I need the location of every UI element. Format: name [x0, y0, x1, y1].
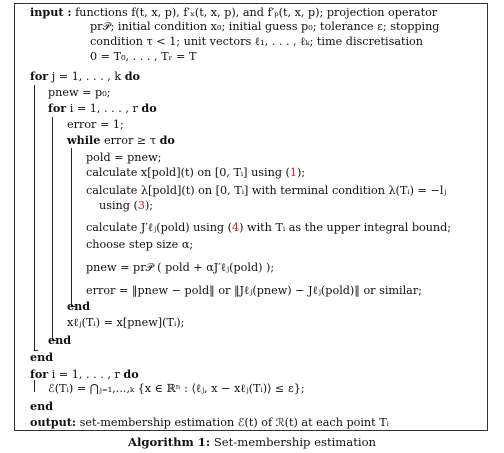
calc-j-rest: ) with Tᵢ as the upper integral bound;	[239, 221, 452, 234]
calc-x-end: );	[297, 166, 306, 179]
for-keyword: for	[30, 69, 49, 83]
for-i-final-range: i = 1, . . . , r	[51, 368, 120, 381]
output-keyword: output:	[30, 415, 77, 429]
for-i-line	[48, 101, 157, 116]
ref-4[interactable]: 4	[231, 221, 240, 234]
while-bar	[71, 148, 72, 307]
final-end	[30, 399, 53, 414]
input-line-3	[90, 35, 423, 49]
while-condition: error ≥ τ	[103, 134, 157, 147]
calc-lambda-using: using (	[99, 199, 138, 212]
do-keyword: do	[123, 367, 139, 381]
end-keyword: end	[30, 399, 54, 413]
pold-line	[86, 151, 161, 165]
pnew-update-text: pnew = pr𝒫 ( pold + αJ′ℓⱼ(pold) );	[86, 261, 275, 274]
calc-x-text: calculate x[pold](t) on [0, Tᵢ] using (	[86, 166, 290, 179]
calc-x-line	[86, 166, 305, 180]
calc-lambda-end: );	[144, 199, 154, 212]
input-line-2	[90, 20, 439, 34]
input-line-1	[30, 5, 437, 20]
for-i-bar	[52, 117, 53, 341]
algorithm-caption	[0, 435, 504, 449]
while-line	[67, 133, 175, 148]
for-i-final-line	[30, 367, 139, 382]
do-keyword: do	[141, 101, 157, 115]
input-line-4	[90, 50, 196, 64]
step-line	[86, 238, 193, 252]
set-estimate-line	[48, 382, 305, 396]
input-keyword: input :	[30, 5, 72, 19]
calc-lambda-text: calculate λ[pold](t) on [0, Tᵢ] with terminal condition λ(Tᵢ) = −lⱼ	[86, 184, 447, 197]
calc-j-text: calculate J′ℓⱼ(pold) using (	[86, 221, 232, 234]
for-i-range: i = 1, . . . , r	[69, 102, 138, 115]
step-text: choose step size α;	[86, 238, 194, 251]
error-init-line	[67, 118, 124, 132]
pnew-update-line	[86, 261, 274, 275]
ref-3[interactable]: 3	[137, 199, 145, 212]
x-assign-text: xℓⱼ(Tᵢ) = x[pnew](Tᵢ);	[67, 316, 185, 329]
for-j-end	[30, 350, 53, 365]
pnew-init-line	[48, 86, 110, 100]
ref-1[interactable]: 1	[289, 166, 298, 179]
do-keyword: do	[159, 133, 175, 147]
for-j-range: j = 1, . . . , k	[51, 70, 122, 83]
calc-lambda-line	[86, 184, 446, 198]
end-keyword: end	[30, 350, 54, 364]
output-line	[30, 415, 389, 430]
for-j-bar	[34, 85, 35, 351]
end-keyword: end	[67, 299, 91, 313]
calc-lambda-cont	[99, 199, 153, 213]
error-init-text: error = 1;	[67, 118, 124, 131]
pnew-init-text: pnew = p₀;	[48, 86, 111, 99]
end-keyword: end	[48, 333, 72, 347]
for-j-line	[30, 69, 140, 84]
error-update-line	[86, 284, 422, 298]
pold-text: pold = pnew;	[86, 151, 162, 164]
for-i-end	[48, 333, 71, 348]
for-keyword: for	[48, 101, 67, 115]
x-assign-line	[67, 316, 184, 330]
while-keyword: while	[67, 133, 101, 147]
error-update-text: error = ‖pnew − pold‖ or ‖Jℓⱼ(pnew) − Jℓⱼ(pold)‖ or similar;	[86, 284, 422, 297]
for-keyword: for	[30, 367, 49, 381]
output-text: set-membership estimation ℰ(t) of ℛ(t) at each point Tᵢ	[79, 416, 389, 429]
caption-text: Set-membership estimation	[213, 435, 377, 449]
while-end	[67, 299, 90, 314]
input-text-3: condition τ < 1; unit vectors ℓ₁, . . . , ℓₖ; time discretisation	[90, 35, 424, 48]
calc-j-line	[86, 221, 451, 235]
input-text-2: pr𝒫; initial condition x₀; initial guess p₀; tolerance ε; stopping	[90, 20, 440, 33]
input-text-1: functions f(t, x, p), f′ₓ(t, x, p), and f′ₚ(t, x, p); projection operator	[75, 6, 438, 19]
do-keyword: do	[124, 69, 141, 83]
set-estimate-text: ℰ(Tᵢ) = ⋂ⱼ₌₁,...,ₖ {x ∈ ℝⁿ : ⟨ℓⱼ, x − xℓⱼ(Tᵢ)⟩ ≤ ε};	[48, 382, 305, 395]
input-text-4: 0 = T₀, . . . , Tᵣ = T	[90, 50, 197, 63]
caption-label: Algorithm 1:	[127, 435, 211, 449]
